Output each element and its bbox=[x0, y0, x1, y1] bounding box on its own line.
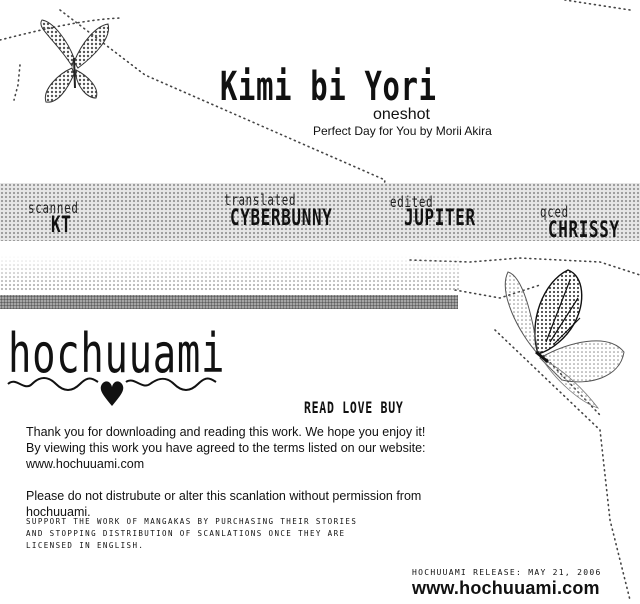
credit-role-scanned: scanned bbox=[28, 199, 79, 217]
halftone-dark-band bbox=[0, 295, 458, 309]
footer-website-link[interactable]: www.hochuuami.com bbox=[412, 578, 600, 598]
credit-role-qced: qced bbox=[540, 203, 569, 221]
format-label: oneshot bbox=[373, 106, 430, 123]
credit-name-qced: CHRISSY bbox=[548, 218, 620, 243]
credit-name-scanned: KT bbox=[51, 213, 72, 238]
support-line-1: SUPPORT THE WORK OF MANGAKAS BY PURCHASING THEIR STORIES bbox=[26, 517, 358, 526]
thank-you-message bbox=[26, 424, 486, 520]
halftone-fade-band bbox=[0, 255, 460, 291]
butterfly-illustration-top bbox=[34, 18, 114, 108]
support-notice bbox=[26, 516, 446, 552]
body-line-2: By viewing this work you have agreed to the terms listed on our website: bbox=[26, 441, 426, 455]
release-date: HOCHUUAMI RELEASE: MAY 21, 2006 bbox=[412, 568, 602, 577]
credit-role-translated: translated bbox=[224, 191, 297, 209]
butterfly-illustration-right bbox=[488, 262, 638, 412]
logo-underline-heart-icon bbox=[4, 370, 220, 410]
support-line-3: LICENSED IN ENGLISH. bbox=[26, 541, 145, 550]
subtitle: Perfect Day for You by Morii Akira bbox=[313, 124, 492, 138]
credit-role-edited: edited bbox=[390, 193, 434, 211]
body-line-1: Thank you for downloading and reading this work. We hope you enjoy it! bbox=[26, 425, 426, 439]
credit-name-edited: JUPITER bbox=[404, 206, 476, 231]
tagline: READ LOVE BUY bbox=[304, 398, 404, 417]
site-logo: hochuuami bbox=[8, 322, 226, 385]
distribution-notice: Please do not distrubute or alter this scanlation without permission from hochuuami. bbox=[26, 489, 422, 519]
manga-title: Kimi bi Yori bbox=[220, 64, 437, 110]
support-line-2: AND STOPPING DISTRIBUTION OF SCANLATIONS ONCE THEY ARE bbox=[26, 529, 346, 538]
credit-name-translated: CYBERBUNNY bbox=[230, 206, 333, 231]
website-link[interactable]: www.hochuuami.com bbox=[26, 457, 145, 471]
